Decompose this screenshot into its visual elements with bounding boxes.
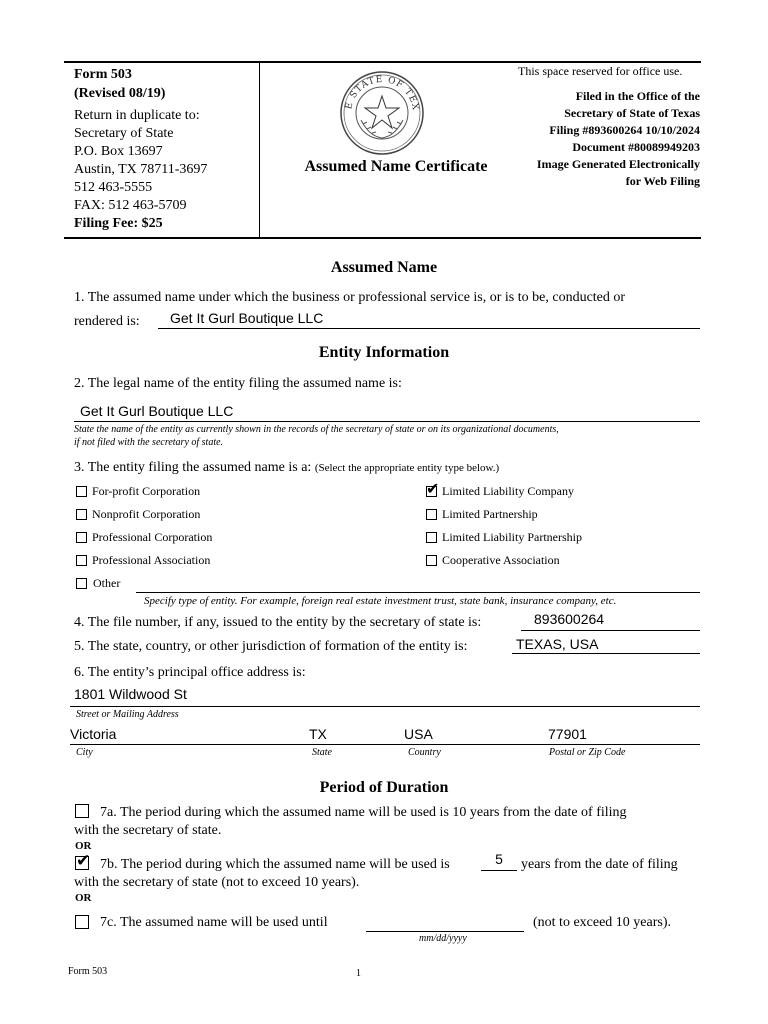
return-address-line: Secretary of State (74, 126, 174, 141)
legal-name-field[interactable]: Get It Gurl Boutique LLC (80, 403, 234, 419)
svg-text:THE STATE OF TEXAS: E STATE OF TEX (344, 74, 421, 112)
other-type-line[interactable] (136, 592, 700, 593)
check-icon: ✔ (76, 851, 91, 871)
file-number-line (521, 630, 700, 631)
option-7b-checkbox[interactable] (75, 851, 91, 871)
form-number: Form 503 (74, 67, 132, 82)
city-field[interactable]: Victoria (70, 726, 117, 742)
return-address (74, 107, 207, 215)
legal-name-note-1: State the name of the entity as currently shown in the records of the secretary of state or on its organizational documents, (74, 424, 559, 435)
entity-type-checkbox[interactable] (426, 532, 437, 543)
form-revised: (Revised 08/19) (74, 86, 166, 101)
end-date-hint: mm/dd/yyyy (419, 933, 467, 944)
header-divider (259, 62, 260, 237)
entity-type-checkbox[interactable] (76, 509, 87, 520)
or-separator-1: OR (75, 840, 92, 852)
question-6-text: 6. The entity’s principal office address is: (74, 665, 306, 680)
option-7a-text: 7a. The period during which the assumed name will be used is 10 years from the date of filing (100, 805, 627, 820)
entity-type-checkbox[interactable] (426, 555, 437, 566)
return-address-line: FAX: 512 463-5709 (74, 198, 187, 213)
entity-type-label: Cooperative Association (442, 553, 560, 567)
file-number-field[interactable]: 893600264 (534, 611, 605, 627)
street-address-line (70, 706, 700, 707)
city-label: City (76, 747, 93, 758)
option-7c-text: 7c. The assumed name will be used until (100, 915, 328, 930)
return-address-line: P.O. Box 13697 (74, 144, 163, 159)
state-label: State (312, 747, 332, 758)
entity-type-checkbox[interactable] (76, 532, 87, 543)
filing-stamp-line: Filing #893600264 10/10/2024 (549, 123, 700, 137)
question-2-text: 2. The legal name of the entity filing the assumed name is: (74, 376, 402, 391)
or-separator-2: OR (75, 892, 92, 904)
entity-type-label: Professional Association (92, 553, 211, 567)
other-label: Other (93, 576, 121, 590)
option-7b-post: years from the date of filing (521, 857, 678, 872)
header-bottom-rule (64, 237, 701, 239)
legal-name-line (74, 421, 700, 422)
entity-type-checkbox[interactable] (76, 555, 87, 566)
city-line (70, 744, 700, 745)
question-3-hint: (Select the appropriate entity type below.) (314, 462, 500, 474)
return-address-line: 512 463-5555 (74, 180, 153, 195)
option-7b-text (100, 856, 450, 873)
return-address-line: Austin, TX 78711-3697 (74, 162, 208, 177)
entity-type-label: Nonprofit Corporation (92, 507, 201, 521)
header-left-block (74, 66, 207, 233)
entity-type-checkbox[interactable] (426, 479, 440, 498)
filing-stamp-line: Image Generated Electronically (536, 157, 700, 171)
entity-type-checkbox[interactable] (76, 486, 87, 497)
header-top-rule (64, 61, 701, 63)
filing-fee: Filing Fee: $25 (74, 216, 163, 231)
page-number: 1 (356, 968, 361, 979)
country-field[interactable]: USA (404, 726, 433, 742)
street-address-field[interactable]: 1801 Wildwood St (74, 686, 187, 702)
zip-field[interactable]: 77901 (548, 726, 587, 742)
street-address-label: Street or Mailing Address (76, 709, 179, 720)
section-heading-assumed-name: Assumed Name (330, 259, 438, 276)
question-1-label: rendered is: (74, 314, 140, 329)
question-3-label: 3. The entity filing the assumed name is a: (74, 460, 312, 475)
footer-form-label: Form 503 (68, 966, 108, 977)
section-heading-duration: Period of Duration (319, 779, 449, 796)
other-type-note: Specify type of entity. For example, foreign real estate investment trust, state bank, insurance company, etc. (144, 595, 617, 607)
certificate-title: Assumed Name Certificate (304, 158, 488, 175)
option-7c-checkbox[interactable] (75, 915, 89, 929)
question-3-text (74, 459, 499, 477)
option-7b-text-2: with the secretary of state (not to exceed 10 years). (74, 875, 360, 890)
entity-type-label: Professional Corporation (92, 530, 213, 544)
assumed-name-field[interactable]: Get It Gurl Boutique LLC (170, 310, 324, 326)
jurisdiction-field[interactable]: TEXAS, USA (516, 636, 599, 652)
entity-type-label: Limited Partnership (442, 507, 538, 521)
legal-name-note-2: if not filed with the secretary of state. (74, 437, 224, 448)
jurisdiction-line (512, 653, 700, 654)
zip-label: Postal or Zip Code (549, 747, 626, 758)
other-checkbox[interactable] (76, 578, 87, 589)
check-icon: ✔ (426, 479, 440, 498)
filing-stamp-line: Filed in the Office of the (575, 89, 700, 103)
question-4-text: 4. The file number, if any, issued to the entity by the secretary of state is: (74, 615, 482, 630)
option-7a-text-2: with the secretary of state. (74, 823, 222, 838)
question-5-text: 5. The state, country, or other jurisdiction of formation of the entity is: (74, 639, 468, 654)
question-1-text: 1. The assumed name under which the business or professional service is, or is to be, conducted or (74, 290, 626, 305)
state-field[interactable]: TX (309, 726, 327, 742)
option-7a-checkbox[interactable] (75, 804, 89, 818)
end-date-line (366, 931, 524, 932)
return-address-line: Return in duplicate to: (74, 108, 200, 123)
years-line (481, 870, 517, 871)
filing-stamp-line: for Web Filing (625, 174, 700, 188)
option-7b-pre: 7b. The period during which the assumed name will be used is (100, 857, 450, 872)
option-7c-post: (not to exceed 10 years). (533, 915, 671, 930)
entity-type-label: Limited Liability Partnership (442, 530, 582, 544)
years-field[interactable]: 5 (495, 851, 503, 867)
office-use-note: This space reserved for office use. (518, 64, 683, 78)
entity-type-label: Limited Liability Company (442, 484, 574, 498)
filing-stamp (480, 88, 700, 190)
entity-type-label: For-profit Corporation (92, 484, 201, 498)
entity-type-checkbox[interactable] (426, 509, 437, 520)
section-heading-entity: Entity Information (318, 344, 450, 361)
assumed-name-line (158, 328, 700, 329)
country-label: Country (408, 747, 441, 758)
filing-stamp-line: Document #80089949203 (572, 140, 700, 154)
filing-stamp-line: Secretary of State of Texas (564, 106, 700, 120)
texas-seal-icon (339, 70, 425, 156)
